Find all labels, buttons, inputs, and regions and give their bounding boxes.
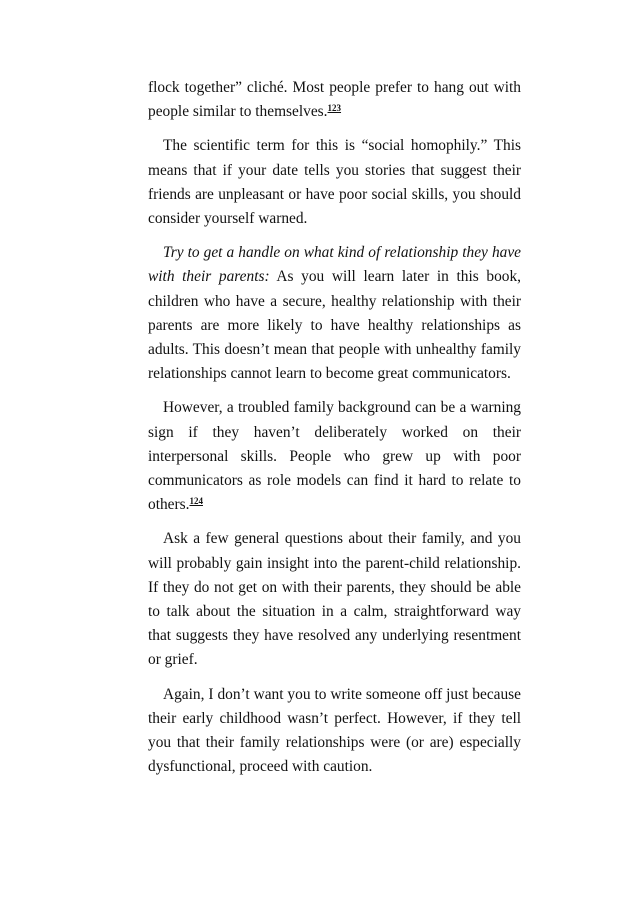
paragraph-text: The scientific term for this is “social homophily.” This means that if your date tells you stories that suggest their friends are unpleasant or have poor social skills, you should consider yourself warned. [148, 137, 521, 228]
paragraph-continuation [148, 76, 521, 124]
paragraph-parents [148, 241, 521, 386]
paragraph-proceed-with-caution [148, 683, 521, 780]
paragraph-text: flock together” cliché. Most people prefer to hang out with people similar to themselves. [148, 79, 521, 121]
footnote-link-123[interactable]: 123 [327, 103, 342, 114]
paragraph-text: Again, I don’t want you to write someone off just because their early childhood wasn’t perfect. However, if they tell you that their family relationships were (or are) especially dysfunctional, proceed with caution. [148, 685, 521, 776]
paragraph-social-homophily [148, 134, 521, 231]
paragraph-text: As you will learn later in this book, children who have a secure, healthy relationship with their parents are more likely to have healthy relationships as adults. This doesn’t mean that people with unhealthy family relationships cannot learn to become great communicators. [148, 268, 521, 383]
body-text [148, 76, 521, 789]
paragraph-text: However, a troubled family background can be a warning sign if they haven’t deliberately worked on their interpersonal skills. People who grew up with poor communicators as role models can find it hard to relate to others. [148, 399, 521, 514]
paragraph-troubled-background [148, 396, 521, 517]
paragraph-italic-lead: Try to get a handle on what kind of relationship they have with their parents: [148, 244, 521, 286]
paragraph-text: Ask a few general questions about their family, and you will probably gain insight into the parent-child relationship. If they do not get on with their parents, they should be able to talk about the situation in a calm, straightforward way that suggests they have resolved any underlying resentment or grief. [148, 530, 521, 669]
paragraph-general-questions [148, 527, 521, 672]
footnote-link-124[interactable]: 124 [189, 496, 203, 507]
